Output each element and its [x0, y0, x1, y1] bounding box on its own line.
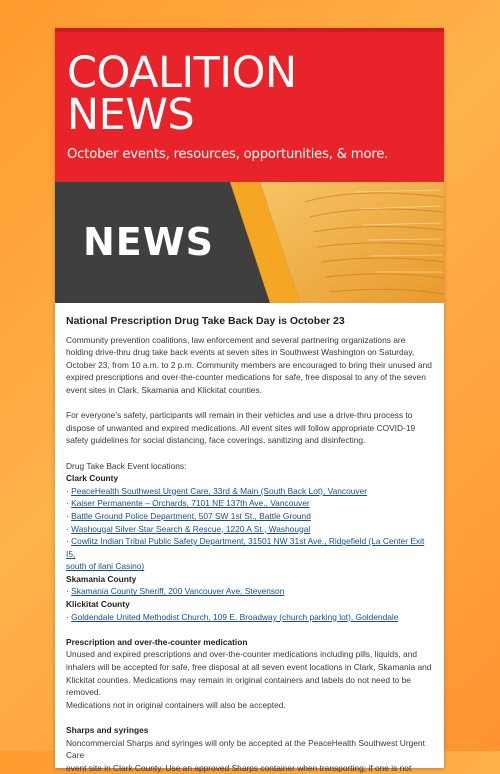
article-body [55, 303, 444, 774]
location-link[interactable]: PeaceHealth Southwest Urgent Care, 33rd & Main (South Back Lot), Vancouver [71, 485, 368, 496]
location-item: · Skamania County Sheriff, 200 Vancouver Ave, Stevenson [66, 586, 285, 597]
location-link[interactable]: Cowlitz Indian Tribal Public Safety Department, 31501 NW 31st Ave., Ridgefield (La Center Exit I5, [66, 536, 425, 559]
location-link[interactable]: Goldendale United Methodist Church, 109 E. Broadway (church parking lot), Goldendale [71, 611, 399, 622]
location-item [66, 560, 433, 573]
locations-label: Drug Take Back Event locations: [66, 460, 187, 471]
location-link[interactable]: Kaiser Permanente – Orchards, 7101 NE 137th Ave., Vancouver [71, 498, 310, 509]
news-banner-image [55, 182, 444, 303]
location-item: · PeaceHealth Southwest Urgent Care, 33rd & Main (South Back Lot), Vancouver [66, 485, 368, 496]
title-line-1: COALITION [67, 48, 297, 98]
spacer [66, 623, 433, 636]
location-link[interactable]: Skamania County Sheriff, 200 Vancouver Ave, Stevenson [71, 586, 285, 597]
newsletter-subtitle: October events, resources, opportunities, & more. [67, 147, 389, 162]
clark-county-label: Clark County [66, 473, 119, 484]
location-item: · Goldendale United Methodist Church, 109 E. Broadway (church parking lot), Goldendale [66, 611, 399, 622]
location-item: · Cowlitz Indian Tribal Public Safety Department, 31501 NW 31st Ave., Ridgefield (La Center Exit I5, [66, 536, 425, 559]
rx-note: Medications not in original containers will also be accepted. [66, 699, 286, 710]
location-link[interactable]: Battle Ground Police Department, 507 SW 1st St., Battle Ground [71, 510, 311, 521]
sharps-paragraph: Noncommercial Sharps and syringes will only be accepted at the PeaceHealth Southwest Urgent Care [66, 737, 425, 761]
article-headline: National Prescription Drug Take Back Day is October 23 [66, 315, 345, 327]
skamania-county-label: Skamania County [66, 573, 137, 584]
location-link[interactable]: Washougal Silver Star Search & Rescue, 1220 A St., Washougal [71, 523, 311, 534]
rx-heading: Prescription and over-the-counter medication [66, 636, 248, 647]
klickitat-county-label: Klickitat County [66, 599, 130, 610]
safety-paragraph: For everyone's safety, participants will remain in their vehicles and use a drive-thru process to dispose of unwanted and expired medications. All event sites will follow appropriate COVID-19 safety guidelines for social distancing, face coverings, sanitizing and disinfecting. [66, 410, 416, 446]
title-line-2: NEWS [67, 90, 195, 140]
newsletter-title [67, 48, 432, 140]
rx-paragraph: Unused and expired prescriptions and over-the-counter medications including pills, liquids, and inhalers will be accepted for safe, free disposal at all seven event locations in Clark, Skamania and Klickitat counties. Medications may remain in original containers and labels do not need to be removed. [66, 649, 432, 698]
intro-paragraph: Community prevention coalitions, law enforcement and several partnering organizations are holding drive-thru drug take back events at seven sites in Southwest Washington on Saturday, October 23, from 10 a.m. to 2 p.m. Community members are encouraged to bring their unused and expired prescriptions and over-the-counter medications for safe, free disposal to any of the seven event sites in Clark, Skamania and Klickitat counties. [66, 334, 432, 395]
location-link-continued[interactable]: south of ilani Casino) [66, 561, 145, 572]
location-item: · Kaiser Permanente – Orchards, 7101 NE 137th Ave., Vancouver [66, 498, 310, 509]
newsletter-card [55, 28, 444, 773]
banner-news-word: NEWS [83, 220, 215, 264]
location-item: · Battle Ground Police Department, 507 SW 1st St., Battle Ground [66, 510, 311, 521]
header-hero [55, 32, 444, 182]
location-item: · Washougal Silver Star Search & Rescue, 1220 A St., Washougal [66, 523, 311, 534]
spacer [66, 711, 433, 724]
sharps-heading: Sharps and syringes [66, 725, 149, 735]
sharps-paragraph-continued: event site in Clark County. Use an approved Sharps container when transporting; if one is not [66, 762, 412, 773]
